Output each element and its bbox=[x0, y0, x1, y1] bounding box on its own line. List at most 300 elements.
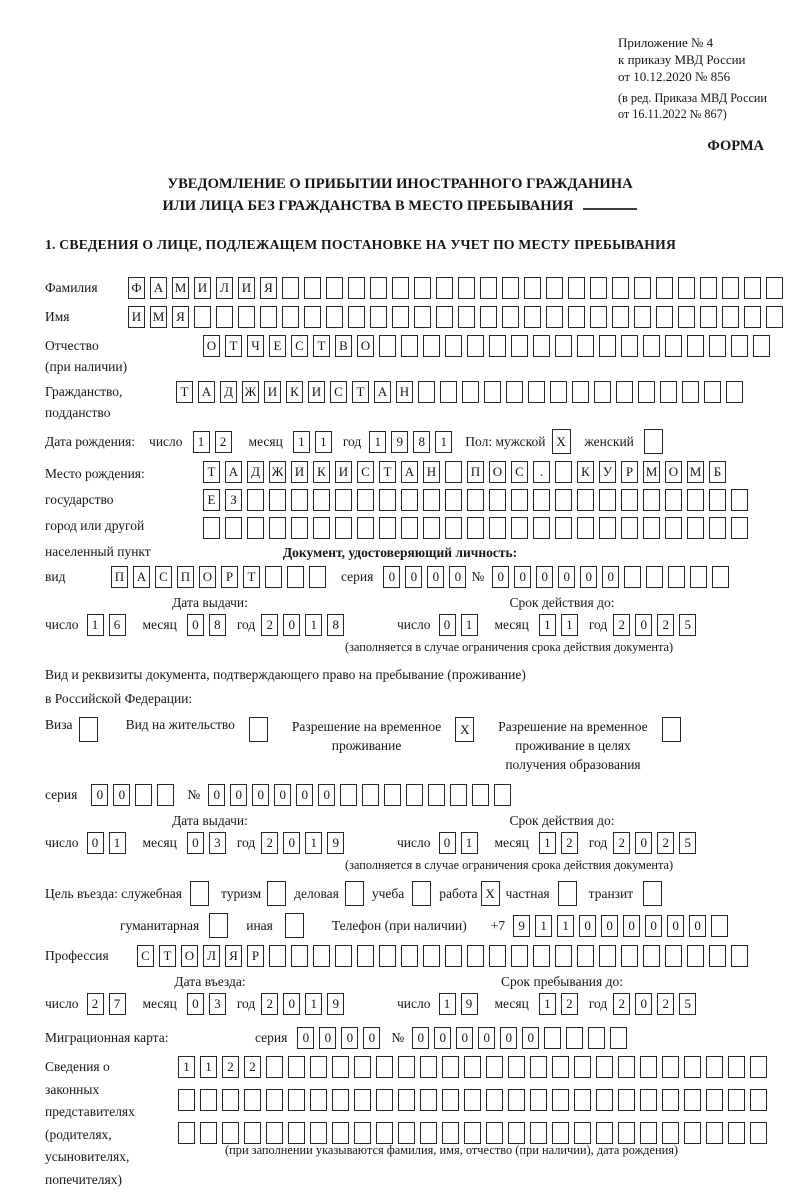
char-cell[interactable] bbox=[572, 381, 589, 403]
char-cell[interactable]: 0 bbox=[522, 1027, 539, 1049]
char-cell[interactable]: О bbox=[357, 335, 374, 357]
char-cell[interactable] bbox=[599, 945, 616, 967]
char-cell[interactable] bbox=[472, 784, 489, 806]
char-cell[interactable] bbox=[467, 945, 484, 967]
char-cell[interactable] bbox=[574, 1056, 591, 1078]
char-cell[interactable] bbox=[335, 517, 352, 539]
char-cell[interactable] bbox=[285, 913, 304, 938]
char-cell[interactable]: 2 bbox=[657, 832, 674, 854]
char-cell[interactable]: 2 bbox=[222, 1056, 239, 1078]
char-cell[interactable]: 1 bbox=[293, 431, 310, 453]
char-cell[interactable] bbox=[550, 381, 567, 403]
char-cell[interactable]: Л bbox=[216, 277, 233, 299]
char-cell[interactable]: 0 bbox=[363, 1027, 380, 1049]
char-cell[interactable] bbox=[401, 945, 418, 967]
char-cell[interactable] bbox=[379, 489, 396, 511]
char-cell[interactable]: Я bbox=[260, 277, 277, 299]
char-cell[interactable] bbox=[640, 1056, 657, 1078]
char-cell[interactable]: 2 bbox=[261, 832, 278, 854]
char-cell[interactable] bbox=[222, 1122, 239, 1144]
char-cell[interactable]: А bbox=[374, 381, 391, 403]
char-cell[interactable] bbox=[590, 277, 607, 299]
char-cell[interactable]: Т bbox=[159, 945, 176, 967]
char-cell[interactable] bbox=[370, 306, 387, 328]
char-cell[interactable] bbox=[744, 306, 761, 328]
char-cell[interactable]: Т bbox=[176, 381, 193, 403]
char-cell[interactable] bbox=[282, 306, 299, 328]
char-cell[interactable] bbox=[544, 1027, 561, 1049]
char-cell[interactable] bbox=[489, 489, 506, 511]
char-cell[interactable] bbox=[524, 277, 541, 299]
char-cell[interactable] bbox=[310, 1122, 327, 1144]
char-cell[interactable]: 0 bbox=[439, 832, 456, 854]
char-cell[interactable]: 2 bbox=[261, 614, 278, 636]
char-cell[interactable]: И bbox=[128, 306, 145, 328]
char-cell[interactable] bbox=[313, 517, 330, 539]
char-cell[interactable]: 0 bbox=[283, 993, 300, 1015]
char-cell[interactable] bbox=[379, 945, 396, 967]
char-cell[interactable] bbox=[766, 277, 783, 299]
char-cell[interactable] bbox=[267, 881, 286, 906]
char-cell[interactable] bbox=[348, 277, 365, 299]
char-cell[interactable] bbox=[712, 566, 729, 588]
char-cell[interactable] bbox=[555, 945, 572, 967]
char-cell[interactable]: 1 bbox=[561, 614, 578, 636]
char-cell[interactable]: 0 bbox=[635, 993, 652, 1015]
char-cell[interactable]: X bbox=[455, 717, 474, 742]
char-cell[interactable] bbox=[706, 1056, 723, 1078]
char-cell[interactable]: 9 bbox=[327, 832, 344, 854]
char-cell[interactable] bbox=[79, 717, 98, 742]
char-cell[interactable] bbox=[445, 945, 462, 967]
char-cell[interactable]: X bbox=[552, 429, 571, 454]
char-cell[interactable] bbox=[326, 277, 343, 299]
char-cell[interactable] bbox=[332, 1056, 349, 1078]
char-cell[interactable] bbox=[269, 489, 286, 511]
char-cell[interactable]: А bbox=[133, 566, 150, 588]
char-cell[interactable]: З bbox=[225, 489, 242, 511]
char-cell[interactable] bbox=[665, 945, 682, 967]
char-cell[interactable] bbox=[731, 517, 748, 539]
char-cell[interactable]: 0 bbox=[635, 832, 652, 854]
char-cell[interactable] bbox=[178, 1089, 195, 1111]
char-cell[interactable]: 1 bbox=[439, 993, 456, 1015]
char-cell[interactable] bbox=[644, 429, 663, 454]
char-cell[interactable] bbox=[282, 277, 299, 299]
char-cell[interactable]: 1 bbox=[369, 431, 386, 453]
char-cell[interactable] bbox=[709, 335, 726, 357]
char-cell[interactable] bbox=[731, 489, 748, 511]
char-cell[interactable] bbox=[291, 489, 308, 511]
char-cell[interactable] bbox=[464, 1056, 481, 1078]
char-cell[interactable]: И bbox=[238, 277, 255, 299]
char-cell[interactable] bbox=[423, 489, 440, 511]
char-cell[interactable] bbox=[621, 489, 638, 511]
char-cell[interactable] bbox=[599, 489, 616, 511]
char-cell[interactable] bbox=[511, 945, 528, 967]
char-cell[interactable]: 0 bbox=[602, 566, 619, 588]
char-cell[interactable]: М bbox=[643, 461, 660, 483]
char-cell[interactable]: 8 bbox=[413, 431, 430, 453]
char-cell[interactable] bbox=[376, 1056, 393, 1078]
char-cell[interactable] bbox=[216, 306, 233, 328]
char-cell[interactable]: 0 bbox=[230, 784, 247, 806]
char-cell[interactable]: X bbox=[481, 881, 500, 906]
char-cell[interactable]: 1 bbox=[178, 1056, 195, 1078]
char-cell[interactable]: Т bbox=[203, 461, 220, 483]
char-cell[interactable]: А bbox=[198, 381, 215, 403]
char-cell[interactable] bbox=[442, 1122, 459, 1144]
char-cell[interactable] bbox=[484, 381, 501, 403]
char-cell[interactable] bbox=[640, 1122, 657, 1144]
char-cell[interactable] bbox=[722, 277, 739, 299]
char-cell[interactable] bbox=[467, 335, 484, 357]
char-cell[interactable]: С bbox=[511, 461, 528, 483]
char-cell[interactable] bbox=[401, 335, 418, 357]
char-cell[interactable] bbox=[486, 1089, 503, 1111]
char-cell[interactable] bbox=[326, 306, 343, 328]
char-cell[interactable] bbox=[247, 517, 264, 539]
char-cell[interactable] bbox=[684, 1089, 701, 1111]
char-cell[interactable]: 1 bbox=[200, 1056, 217, 1078]
char-cell[interactable] bbox=[291, 945, 308, 967]
char-cell[interactable] bbox=[618, 1089, 635, 1111]
char-cell[interactable] bbox=[728, 1122, 745, 1144]
char-cell[interactable]: П bbox=[177, 566, 194, 588]
char-cell[interactable]: 0 bbox=[297, 1027, 314, 1049]
char-cell[interactable]: 2 bbox=[561, 993, 578, 1015]
char-cell[interactable]: 0 bbox=[456, 1027, 473, 1049]
char-cell[interactable]: Р bbox=[221, 566, 238, 588]
char-cell[interactable] bbox=[423, 517, 440, 539]
char-cell[interactable]: 9 bbox=[513, 915, 530, 937]
char-cell[interactable]: 0 bbox=[449, 566, 466, 588]
char-cell[interactable] bbox=[599, 335, 616, 357]
char-cell[interactable]: Т bbox=[243, 566, 260, 588]
char-cell[interactable] bbox=[728, 1089, 745, 1111]
char-cell[interactable]: И bbox=[194, 277, 211, 299]
char-cell[interactable] bbox=[618, 1056, 635, 1078]
char-cell[interactable]: К bbox=[286, 381, 303, 403]
char-cell[interactable]: М bbox=[150, 306, 167, 328]
char-cell[interactable]: 3 bbox=[209, 993, 226, 1015]
char-cell[interactable] bbox=[398, 1056, 415, 1078]
char-cell[interactable]: 0 bbox=[296, 784, 313, 806]
char-cell[interactable] bbox=[370, 277, 387, 299]
char-cell[interactable] bbox=[502, 306, 519, 328]
char-cell[interactable] bbox=[665, 517, 682, 539]
char-cell[interactable] bbox=[643, 489, 660, 511]
char-cell[interactable]: 0 bbox=[283, 614, 300, 636]
char-cell[interactable]: 2 bbox=[613, 614, 630, 636]
char-cell[interactable]: И bbox=[335, 461, 352, 483]
char-cell[interactable] bbox=[414, 277, 431, 299]
char-cell[interactable] bbox=[511, 335, 528, 357]
char-cell[interactable]: 0 bbox=[412, 1027, 429, 1049]
char-cell[interactable] bbox=[398, 1089, 415, 1111]
char-cell[interactable] bbox=[354, 1122, 371, 1144]
char-cell[interactable] bbox=[753, 335, 770, 357]
char-cell[interactable]: А bbox=[150, 277, 167, 299]
char-cell[interactable] bbox=[700, 277, 717, 299]
char-cell[interactable] bbox=[662, 1089, 679, 1111]
char-cell[interactable] bbox=[489, 517, 506, 539]
char-cell[interactable]: Н bbox=[396, 381, 413, 403]
char-cell[interactable] bbox=[209, 913, 228, 938]
char-cell[interactable] bbox=[313, 945, 330, 967]
char-cell[interactable] bbox=[304, 277, 321, 299]
char-cell[interactable]: 0 bbox=[623, 915, 640, 937]
char-cell[interactable]: С bbox=[291, 335, 308, 357]
char-cell[interactable]: 0 bbox=[558, 566, 575, 588]
char-cell[interactable] bbox=[269, 945, 286, 967]
char-cell[interactable]: К bbox=[313, 461, 330, 483]
char-cell[interactable] bbox=[687, 335, 704, 357]
char-cell[interactable]: 0 bbox=[580, 566, 597, 588]
char-cell[interactable]: 3 bbox=[209, 832, 226, 854]
char-cell[interactable] bbox=[555, 461, 572, 483]
char-cell[interactable] bbox=[766, 306, 783, 328]
char-cell[interactable]: И bbox=[308, 381, 325, 403]
char-cell[interactable] bbox=[555, 517, 572, 539]
char-cell[interactable] bbox=[599, 517, 616, 539]
char-cell[interactable] bbox=[445, 517, 462, 539]
char-cell[interactable] bbox=[508, 1089, 525, 1111]
char-cell[interactable] bbox=[348, 306, 365, 328]
char-cell[interactable] bbox=[574, 1089, 591, 1111]
char-cell[interactable] bbox=[420, 1122, 437, 1144]
char-cell[interactable] bbox=[335, 945, 352, 967]
char-cell[interactable] bbox=[379, 335, 396, 357]
char-cell[interactable] bbox=[533, 489, 550, 511]
char-cell[interactable]: Я bbox=[225, 945, 242, 967]
char-cell[interactable] bbox=[200, 1122, 217, 1144]
char-cell[interactable] bbox=[596, 1089, 613, 1111]
char-cell[interactable] bbox=[486, 1122, 503, 1144]
char-cell[interactable]: 1 bbox=[305, 993, 322, 1015]
char-cell[interactable] bbox=[588, 1027, 605, 1049]
char-cell[interactable] bbox=[506, 381, 523, 403]
char-cell[interactable] bbox=[269, 517, 286, 539]
char-cell[interactable]: 1 bbox=[305, 614, 322, 636]
char-cell[interactable] bbox=[480, 277, 497, 299]
char-cell[interactable] bbox=[646, 566, 663, 588]
char-cell[interactable]: 2 bbox=[613, 832, 630, 854]
char-cell[interactable] bbox=[668, 566, 685, 588]
char-cell[interactable]: 0 bbox=[536, 566, 553, 588]
char-cell[interactable] bbox=[354, 1056, 371, 1078]
char-cell[interactable] bbox=[288, 1056, 305, 1078]
char-cell[interactable] bbox=[423, 945, 440, 967]
char-cell[interactable] bbox=[706, 1089, 723, 1111]
char-cell[interactable] bbox=[530, 1056, 547, 1078]
char-cell[interactable]: 1 bbox=[435, 431, 452, 453]
char-cell[interactable]: 0 bbox=[500, 1027, 517, 1049]
char-cell[interactable] bbox=[687, 517, 704, 539]
char-cell[interactable] bbox=[590, 306, 607, 328]
char-cell[interactable]: 1 bbox=[557, 915, 574, 937]
char-cell[interactable]: 9 bbox=[327, 993, 344, 1015]
char-cell[interactable] bbox=[656, 277, 673, 299]
char-cell[interactable] bbox=[568, 277, 585, 299]
char-cell[interactable] bbox=[577, 335, 594, 357]
char-cell[interactable] bbox=[634, 277, 651, 299]
char-cell[interactable]: Я bbox=[172, 306, 189, 328]
char-cell[interactable] bbox=[662, 717, 681, 742]
char-cell[interactable] bbox=[313, 489, 330, 511]
char-cell[interactable]: 0 bbox=[87, 832, 104, 854]
char-cell[interactable] bbox=[291, 517, 308, 539]
char-cell[interactable]: 5 bbox=[679, 993, 696, 1015]
char-cell[interactable] bbox=[401, 517, 418, 539]
char-cell[interactable] bbox=[709, 517, 726, 539]
char-cell[interactable]: А bbox=[401, 461, 418, 483]
char-cell[interactable] bbox=[566, 1027, 583, 1049]
char-cell[interactable] bbox=[678, 306, 695, 328]
char-cell[interactable] bbox=[423, 335, 440, 357]
char-cell[interactable]: 0 bbox=[383, 566, 400, 588]
char-cell[interactable]: Ф bbox=[128, 277, 145, 299]
char-cell[interactable] bbox=[662, 1122, 679, 1144]
char-cell[interactable]: Р bbox=[247, 945, 264, 967]
char-cell[interactable]: С bbox=[330, 381, 347, 403]
char-cell[interactable] bbox=[552, 1122, 569, 1144]
char-cell[interactable]: 2 bbox=[244, 1056, 261, 1078]
char-cell[interactable]: У bbox=[599, 461, 616, 483]
char-cell[interactable] bbox=[494, 784, 511, 806]
char-cell[interactable] bbox=[678, 277, 695, 299]
char-cell[interactable]: 0 bbox=[405, 566, 422, 588]
char-cell[interactable] bbox=[392, 277, 409, 299]
char-cell[interactable]: П bbox=[467, 461, 484, 483]
char-cell[interactable] bbox=[244, 1089, 261, 1111]
char-cell[interactable] bbox=[687, 945, 704, 967]
char-cell[interactable]: Д bbox=[220, 381, 237, 403]
char-cell[interactable] bbox=[489, 335, 506, 357]
char-cell[interactable]: 0 bbox=[187, 993, 204, 1015]
char-cell[interactable] bbox=[640, 1089, 657, 1111]
char-cell[interactable] bbox=[568, 306, 585, 328]
char-cell[interactable] bbox=[412, 881, 431, 906]
char-cell[interactable]: Т bbox=[313, 335, 330, 357]
char-cell[interactable] bbox=[310, 1056, 327, 1078]
char-cell[interactable]: М bbox=[687, 461, 704, 483]
char-cell[interactable]: 0 bbox=[645, 915, 662, 937]
char-cell[interactable] bbox=[682, 381, 699, 403]
char-cell[interactable] bbox=[528, 381, 545, 403]
char-cell[interactable]: 0 bbox=[187, 614, 204, 636]
char-cell[interactable]: 0 bbox=[318, 784, 335, 806]
char-cell[interactable] bbox=[194, 306, 211, 328]
char-cell[interactable] bbox=[750, 1089, 767, 1111]
char-cell[interactable]: О bbox=[181, 945, 198, 967]
char-cell[interactable]: 5 bbox=[679, 832, 696, 854]
char-cell[interactable] bbox=[687, 489, 704, 511]
char-cell[interactable] bbox=[266, 1122, 283, 1144]
char-cell[interactable]: 0 bbox=[434, 1027, 451, 1049]
char-cell[interactable]: В bbox=[335, 335, 352, 357]
char-cell[interactable]: 0 bbox=[113, 784, 130, 806]
char-cell[interactable] bbox=[288, 1089, 305, 1111]
char-cell[interactable]: О bbox=[203, 335, 220, 357]
char-cell[interactable]: Т bbox=[225, 335, 242, 357]
char-cell[interactable] bbox=[546, 277, 563, 299]
char-cell[interactable] bbox=[489, 945, 506, 967]
char-cell[interactable] bbox=[731, 945, 748, 967]
char-cell[interactable]: Е bbox=[203, 489, 220, 511]
char-cell[interactable] bbox=[458, 306, 475, 328]
char-cell[interactable] bbox=[357, 945, 374, 967]
char-cell[interactable] bbox=[440, 381, 457, 403]
char-cell[interactable]: 0 bbox=[319, 1027, 336, 1049]
char-cell[interactable] bbox=[616, 381, 633, 403]
char-cell[interactable] bbox=[596, 1122, 613, 1144]
char-cell[interactable] bbox=[135, 784, 152, 806]
char-cell[interactable]: Л bbox=[203, 945, 220, 967]
char-cell[interactable] bbox=[643, 945, 660, 967]
char-cell[interactable]: 7 bbox=[109, 993, 126, 1015]
char-cell[interactable] bbox=[690, 566, 707, 588]
char-cell[interactable]: Ж bbox=[242, 381, 259, 403]
char-cell[interactable] bbox=[450, 784, 467, 806]
char-cell[interactable] bbox=[414, 306, 431, 328]
char-cell[interactable] bbox=[744, 277, 761, 299]
char-cell[interactable] bbox=[480, 306, 497, 328]
char-cell[interactable]: 0 bbox=[187, 832, 204, 854]
char-cell[interactable] bbox=[335, 489, 352, 511]
char-cell[interactable]: 9 bbox=[391, 431, 408, 453]
char-cell[interactable] bbox=[190, 881, 209, 906]
char-cell[interactable] bbox=[546, 306, 563, 328]
char-cell[interactable] bbox=[731, 335, 748, 357]
char-cell[interactable] bbox=[610, 1027, 627, 1049]
char-cell[interactable]: Ч bbox=[247, 335, 264, 357]
char-cell[interactable]: О bbox=[489, 461, 506, 483]
char-cell[interactable] bbox=[376, 1122, 393, 1144]
char-cell[interactable] bbox=[379, 517, 396, 539]
char-cell[interactable] bbox=[643, 335, 660, 357]
char-cell[interactable] bbox=[249, 717, 268, 742]
char-cell[interactable] bbox=[634, 306, 651, 328]
char-cell[interactable] bbox=[392, 306, 409, 328]
char-cell[interactable] bbox=[728, 1056, 745, 1078]
char-cell[interactable]: 0 bbox=[252, 784, 269, 806]
char-cell[interactable]: Е bbox=[269, 335, 286, 357]
char-cell[interactable]: 0 bbox=[91, 784, 108, 806]
char-cell[interactable] bbox=[594, 381, 611, 403]
char-cell[interactable]: К bbox=[577, 461, 594, 483]
char-cell[interactable] bbox=[288, 1122, 305, 1144]
char-cell[interactable]: 1 bbox=[535, 915, 552, 937]
char-cell[interactable] bbox=[750, 1056, 767, 1078]
char-cell[interactable] bbox=[558, 881, 577, 906]
char-cell[interactable]: 2 bbox=[261, 993, 278, 1015]
char-cell[interactable] bbox=[621, 945, 638, 967]
char-cell[interactable] bbox=[178, 1122, 195, 1144]
char-cell[interactable] bbox=[309, 566, 326, 588]
char-cell[interactable]: 0 bbox=[208, 784, 225, 806]
char-cell[interactable] bbox=[750, 1122, 767, 1144]
char-cell[interactable]: 1 bbox=[193, 431, 210, 453]
char-cell[interactable] bbox=[332, 1122, 349, 1144]
char-cell[interactable] bbox=[464, 1122, 481, 1144]
char-cell[interactable] bbox=[508, 1056, 525, 1078]
char-cell[interactable] bbox=[445, 335, 462, 357]
char-cell[interactable] bbox=[704, 381, 721, 403]
char-cell[interactable]: 1 bbox=[87, 614, 104, 636]
char-cell[interactable]: 1 bbox=[539, 993, 556, 1015]
char-cell[interactable] bbox=[709, 489, 726, 511]
